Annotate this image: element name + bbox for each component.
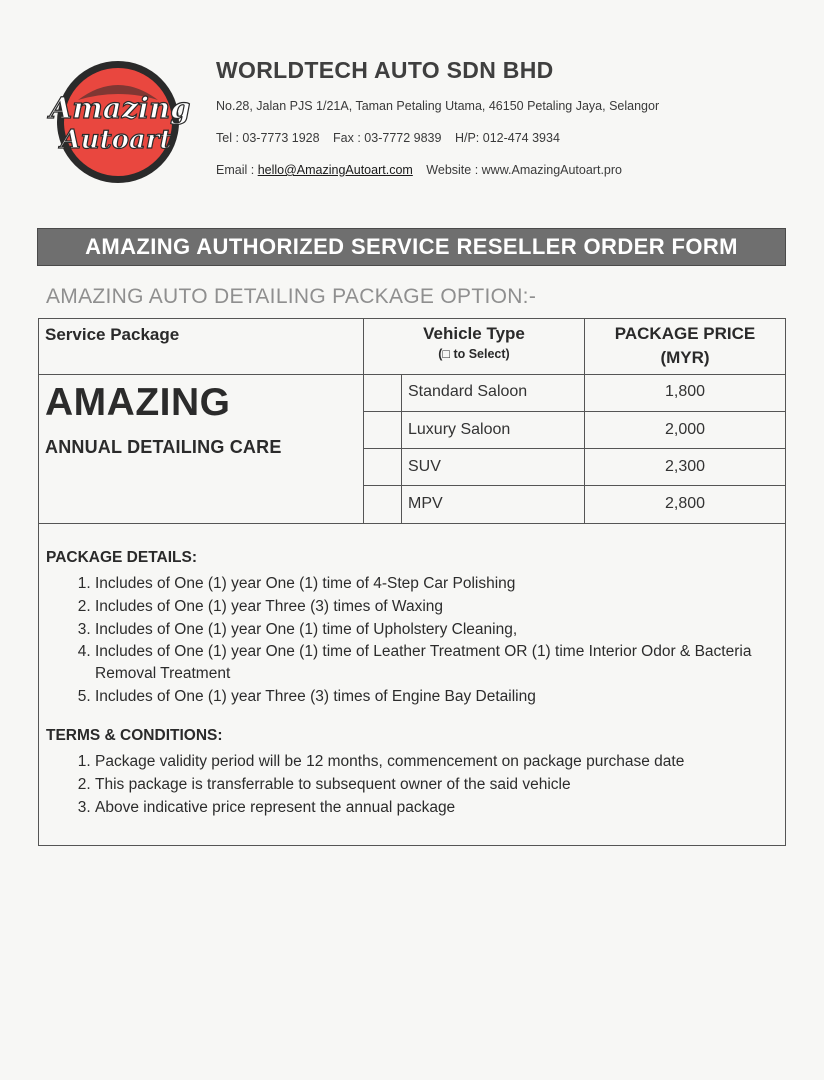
header-vehicle-type-label: Vehicle Type (423, 324, 525, 343)
form-title-bar (37, 228, 786, 266)
package-subtitle: ANNUAL DETAILING CARE (45, 437, 282, 457)
svg-text:Amazing: Amazing (49, 91, 191, 125)
terms-heading: TERMS & CONDITIONS: (46, 727, 223, 744)
header-price-line1: PACKAGE PRICE (614, 324, 756, 343)
vehicle-luxury-saloon: Luxury Saloon (408, 421, 511, 438)
vehicle-mpv: MPV (408, 495, 443, 512)
package-details-heading: PACKAGE DETAILS: (46, 549, 197, 566)
company-website: Website : www.AmazingAutoart.pro (426, 163, 622, 177)
package-detail-item: 2. Includes of One (1) year Three (3) times of Waxing (95, 595, 782, 618)
package-detail-item: 4. Includes of One (1) year One (1) time of Leather Treatment OR (1) time Interior Odor & Bacteria Removal Treatment (95, 641, 782, 685)
package-detail-item: 5. Includes of One (1) year Three (3) times of Engine Bay Detailing (95, 685, 782, 708)
section-heading: AMAZING AUTO DETAILING PACKAGE OPTION:- (46, 285, 537, 308)
package-name: AMAZING (45, 381, 231, 424)
header-price-line2: (MYR) (660, 348, 710, 367)
terms-list (46, 750, 782, 819)
select-checkbox-suv[interactable] (364, 449, 401, 485)
svg-text:Autoart: Autoart (60, 125, 172, 155)
vehicle-standard-saloon: Standard Saloon (408, 383, 528, 400)
terms-item: 1. Package validity period will be 12 months, commencement on package purchase date (95, 750, 782, 773)
price-mpv: 2,800 (664, 495, 706, 512)
company-address: No.28, Jalan PJS 1/21A, Taman Petaling Utama, 46150 Petaling Jaya, Selangor (216, 99, 660, 113)
header-service-package: Service Package (45, 325, 180, 344)
amazing-autoart-logo (49, 60, 191, 184)
terms-item: 3. Above indicative price represent the annual package (95, 796, 782, 819)
package-detail-item: 1. Includes of One (1) year One (1) time of 4-Step Car Polishing (95, 572, 782, 595)
header-vehicle-type-note: (□ to Select) (438, 347, 510, 361)
company-fax: Fax : 03-7772 9839 (333, 131, 442, 145)
company-contact-numbers (216, 130, 796, 146)
company-tel: Tel : 03-7773 1928 (216, 131, 320, 145)
terms-item: 2. This package is transferrable to subsequent owner of the said vehicle (95, 773, 782, 796)
email-link[interactable]: hello@AmazingAutoart.com (257, 163, 413, 177)
company-name: WORLDTECH AUTO SDN BHD (216, 57, 554, 83)
email-label: Email : (216, 163, 255, 177)
price-standard-saloon: 1,800 (664, 383, 706, 400)
select-checkbox-mpv[interactable] (364, 486, 401, 523)
header-package-price (585, 322, 785, 370)
header-vehicle-type (365, 323, 583, 363)
price-suv: 2,300 (664, 458, 706, 475)
form-title: AMAZING AUTHORIZED SERVICE RESELLER ORDER FORM (85, 234, 738, 259)
select-checkbox-standard-saloon[interactable] (364, 375, 401, 411)
company-online (216, 162, 796, 178)
package-detail-item: 3. Includes of One (1) year One (1) time of Upholstery Cleaning, (95, 618, 782, 641)
company-hp: H/P: 012-474 3934 (454, 131, 560, 145)
package-details-list (46, 572, 782, 708)
company-info (216, 56, 796, 194)
select-checkbox-luxury-saloon[interactable] (364, 412, 401, 448)
vehicle-suv: SUV (408, 458, 441, 475)
details-section (46, 548, 782, 837)
price-luxury-saloon: 2,000 (664, 421, 706, 438)
